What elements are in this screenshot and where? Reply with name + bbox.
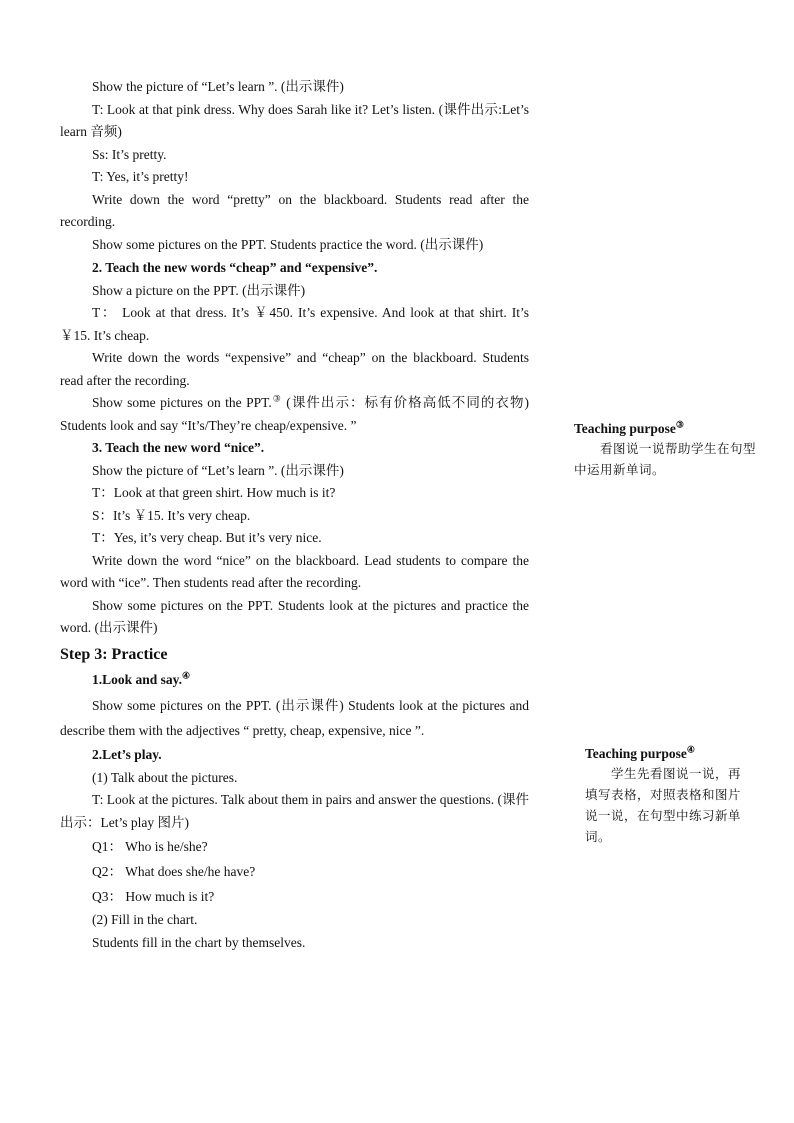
paragraph: Write down the words “expensive” and “cheap” on the blackboard. Students read after the recording. [60, 350, 529, 388]
paragraph: Ss: It’s pretty. [92, 146, 167, 162]
paragraph: Students fill in the chart by themselves. [92, 934, 306, 950]
question: Q1： Who is he/she? [92, 839, 208, 854]
question: Q3： How much is it? [92, 889, 215, 904]
paragraph: (1) Talk about the pictures. [92, 769, 238, 785]
paragraph: Show some pictures on the PPT. Students look at the pictures and practice the word. (出示课件) [60, 597, 529, 635]
note-title [574, 418, 756, 439]
paragraph: S：It’s ￥15. It’s very cheap. [92, 507, 251, 523]
subheading-text: 1.Look and say. [92, 671, 183, 687]
paragraph: Show the picture of “Let’s learn ”. (出示课件) [92, 462, 344, 478]
teaching-purpose-note-4 [585, 743, 753, 848]
subheading-lets-play: 2.Let’s play. [92, 747, 162, 762]
note-text: 学生先看图说一说，再填写表格，对照表格和图片说一说，在句型中练习新单词。 [585, 767, 742, 844]
question: Q2： What does she/he have? [92, 864, 256, 879]
note-title-text: Teaching purpose [585, 746, 687, 761]
paragraph: Show the picture of “Let’s learn ”. (出示课件) [92, 79, 344, 94]
paragraph: Show some pictures on the PPT. (出示课件) Students look at the pictures and describe them with the adjectives “ pretty, cheap, expensive, nice ”. [60, 698, 529, 738]
paragraph [60, 392, 529, 437]
paragraph: T: Look at the pictures. Talk about them in pairs and answer the questions. (课件出示：Let’s play 图片) [60, 792, 529, 830]
subheading-nice: 3. Teach the new word “nice”. [92, 440, 265, 455]
footnote-marker: ④ [686, 744, 695, 755]
paragraph: T：Yes, it’s very cheap. But it’s very nice. [92, 530, 322, 545]
paragraph-text: (课件出示：标有价格高低不同的衣物) Students look and say “It’s/They’re cheap/expensive. ” [60, 395, 529, 433]
paragraph: Write down the word “pretty” on the blackboard. Students read after the recording. [60, 191, 529, 229]
note-title [585, 743, 753, 764]
subheading-look-and-say [60, 669, 529, 692]
note-text: 看图说一说帮助学生在句型中运用新单词。 [574, 442, 757, 477]
paragraph: T: Yes, it’s pretty! [92, 169, 189, 184]
paragraph-text: Show some pictures on the PPT. [92, 395, 272, 410]
main-column [60, 76, 529, 954]
paragraph: T: Look at that pink dress. Why does Sarah like it? Let’s listen. (课件出示:Let’s learn 音频) [60, 101, 529, 139]
teaching-purpose-note-3 [574, 418, 756, 481]
subheading-cheap-expensive: 2. Teach the new words “cheap” and “expensive”. [92, 260, 378, 275]
paragraph: Write down the word “nice” on the blackboard. Lead students to compare the word with “ice”. Then students read after the recording. [60, 552, 529, 590]
paragraph: T： Look at that dress. It’s ￥450. It’s expensive. And look at that shirt. It’s ￥15. It’s cheap. [60, 305, 529, 343]
paragraph: (2) Fill in the chart. [92, 912, 198, 927]
footnote-marker: ③ [675, 419, 684, 430]
paragraph: Show some pictures on the PPT. Students practice the word. (出示课件) [92, 236, 484, 252]
step-heading: Step 3: Practice [60, 645, 168, 663]
footnote-marker: ③ [271, 393, 282, 404]
paragraph: T：Look at that green shirt. How much is it? [92, 485, 336, 500]
footnote-marker: ④ [182, 670, 191, 680]
note-title-text: Teaching purpose [574, 421, 676, 436]
paragraph: Show a picture on the PPT. (出示课件) [92, 282, 306, 298]
